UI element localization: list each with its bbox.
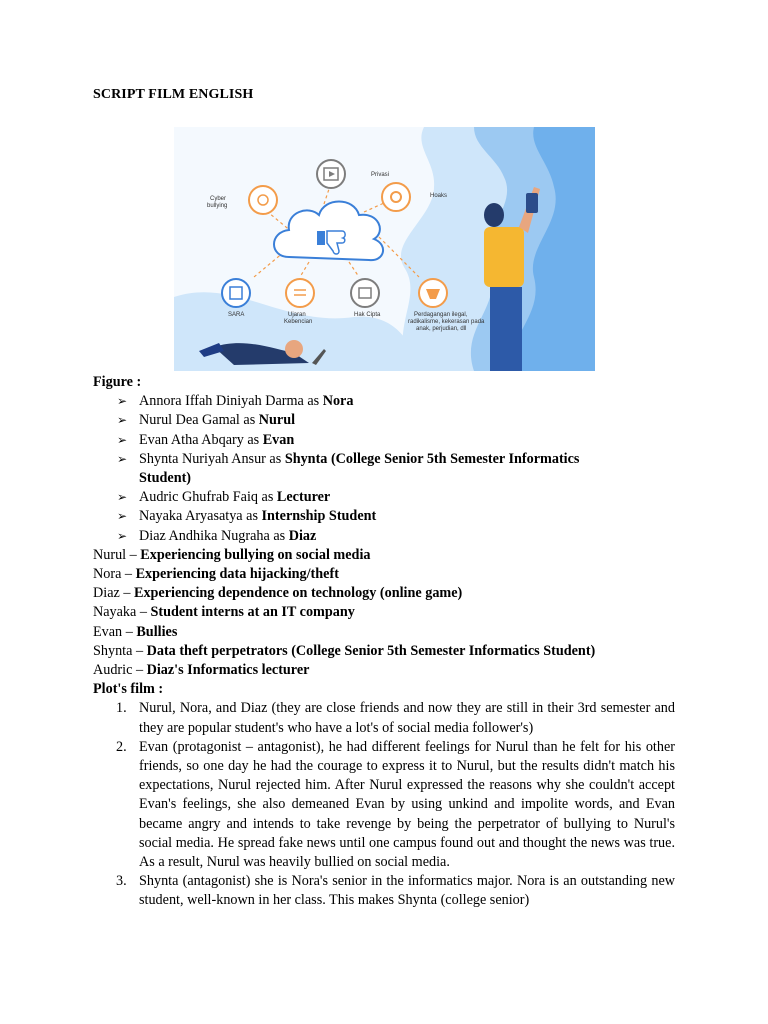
sara-label: SARA xyxy=(228,312,245,318)
arrow-bullet-icon: ➢ xyxy=(117,490,128,505)
document-title: SCRIPT FILM ENGLISH xyxy=(93,87,254,102)
cast-item: ➢ Audric Ghufrab Faiq as Lecturer xyxy=(93,488,675,507)
internet-risks-illustration xyxy=(174,127,595,371)
arrow-bullet-icon: ➢ xyxy=(117,528,128,543)
document-body xyxy=(93,373,675,911)
cast-item: ➢ Nurul Dea Gamal as Nurul xyxy=(93,411,675,430)
copyright-label: Hak Cipta xyxy=(354,312,381,318)
role-description-list xyxy=(93,546,675,680)
cast-item: ➢ Shynta Nuriyah Ansur as Shynta (College Senior 5th Semester Informatics Student) xyxy=(117,450,580,487)
plot-item: 1. Nurul, Nora, and Diaz (they are close friends and now they are still in their 3rd semester and they are popular student's who have a lot's of social media follower's) xyxy=(116,700,675,736)
role-line: Nora – Experiencing data hijacking/theft xyxy=(93,566,339,583)
role-line: Audric – Diaz's Informatics lecturer xyxy=(93,662,310,679)
privacy-label: Privasi xyxy=(371,172,390,178)
svg-text:bullying: bullying xyxy=(207,203,228,209)
svg-text:Perdagangan ilegal,: Perdagangan ilegal, xyxy=(414,312,468,318)
role-line: Nayaka – Student interns at an IT company xyxy=(93,604,355,621)
arrow-bullet-icon: ➢ xyxy=(117,451,128,466)
plot-heading: Plot's film : xyxy=(93,681,164,698)
arrow-bullet-icon: ➢ xyxy=(117,394,128,409)
svg-text:Kebencian: Kebencian xyxy=(284,319,313,325)
role-line: Evan – Bullies xyxy=(93,623,178,640)
cast-list xyxy=(93,392,675,546)
cast-item: ➢ Diaz Andhika Nugraha as Diaz xyxy=(93,527,675,546)
role-line: Diaz – Experiencing dependence on technology (online game) xyxy=(93,585,463,602)
plot-item: 3. Shynta (antagonist) she is Nora's senior in the informatics major. Nora is an outstanding new student, well-known in her class. This makes Shynta (college senior) xyxy=(116,873,675,909)
plot-list xyxy=(93,699,675,910)
svg-text:anak, perjudian, dll: anak, perjudian, dll xyxy=(416,326,467,332)
svg-text:Cyber: Cyber xyxy=(210,196,227,202)
svg-text:radikalisme, kekerasan pada: radikalisme, kekerasan pada xyxy=(408,319,485,325)
arrow-bullet-icon: ➢ xyxy=(117,413,128,428)
role-line: Nurul – Experiencing bullying on social media xyxy=(93,546,371,563)
arrow-bullet-icon: ➢ xyxy=(117,509,128,524)
cast-item: ➢ Nayaka Aryasatya as Internship Student xyxy=(93,507,675,526)
hoax-label: Hoaks xyxy=(430,193,448,199)
cast-item: ➢ Annora Iffah Diniyah Darma as Nora xyxy=(93,392,675,411)
arrow-bullet-icon: ➢ xyxy=(117,432,128,447)
plot-item: 2. Evan (protagonist – antagonist), he had different feelings for Nurul than he felt for his other friends, so one day he had the courage to express it to Nurul, but the results didn't match his expectations, Nurul rejected him. After Nurul expressed the reasons why she couldn't accept Evan's feelings, she also demeaned Evan by using unkind and impolite words, and Evan became angry and intends to take revenge by being the perpetrator of bullying to Nurul's social media. He spread fake news until one campus found out and thought the news was true. As a result, Nurul was heavily bullied on social media. xyxy=(116,738,675,871)
figure-heading: Figure : xyxy=(93,374,142,390)
cast-item: ➢ Evan Atha Abqary as Evan xyxy=(93,431,675,450)
role-line: Shynta – Data theft perpetrators (College Senior 5th Semester Informatics Student) xyxy=(93,642,596,659)
svg-text:Ujaran: Ujaran xyxy=(288,312,306,318)
